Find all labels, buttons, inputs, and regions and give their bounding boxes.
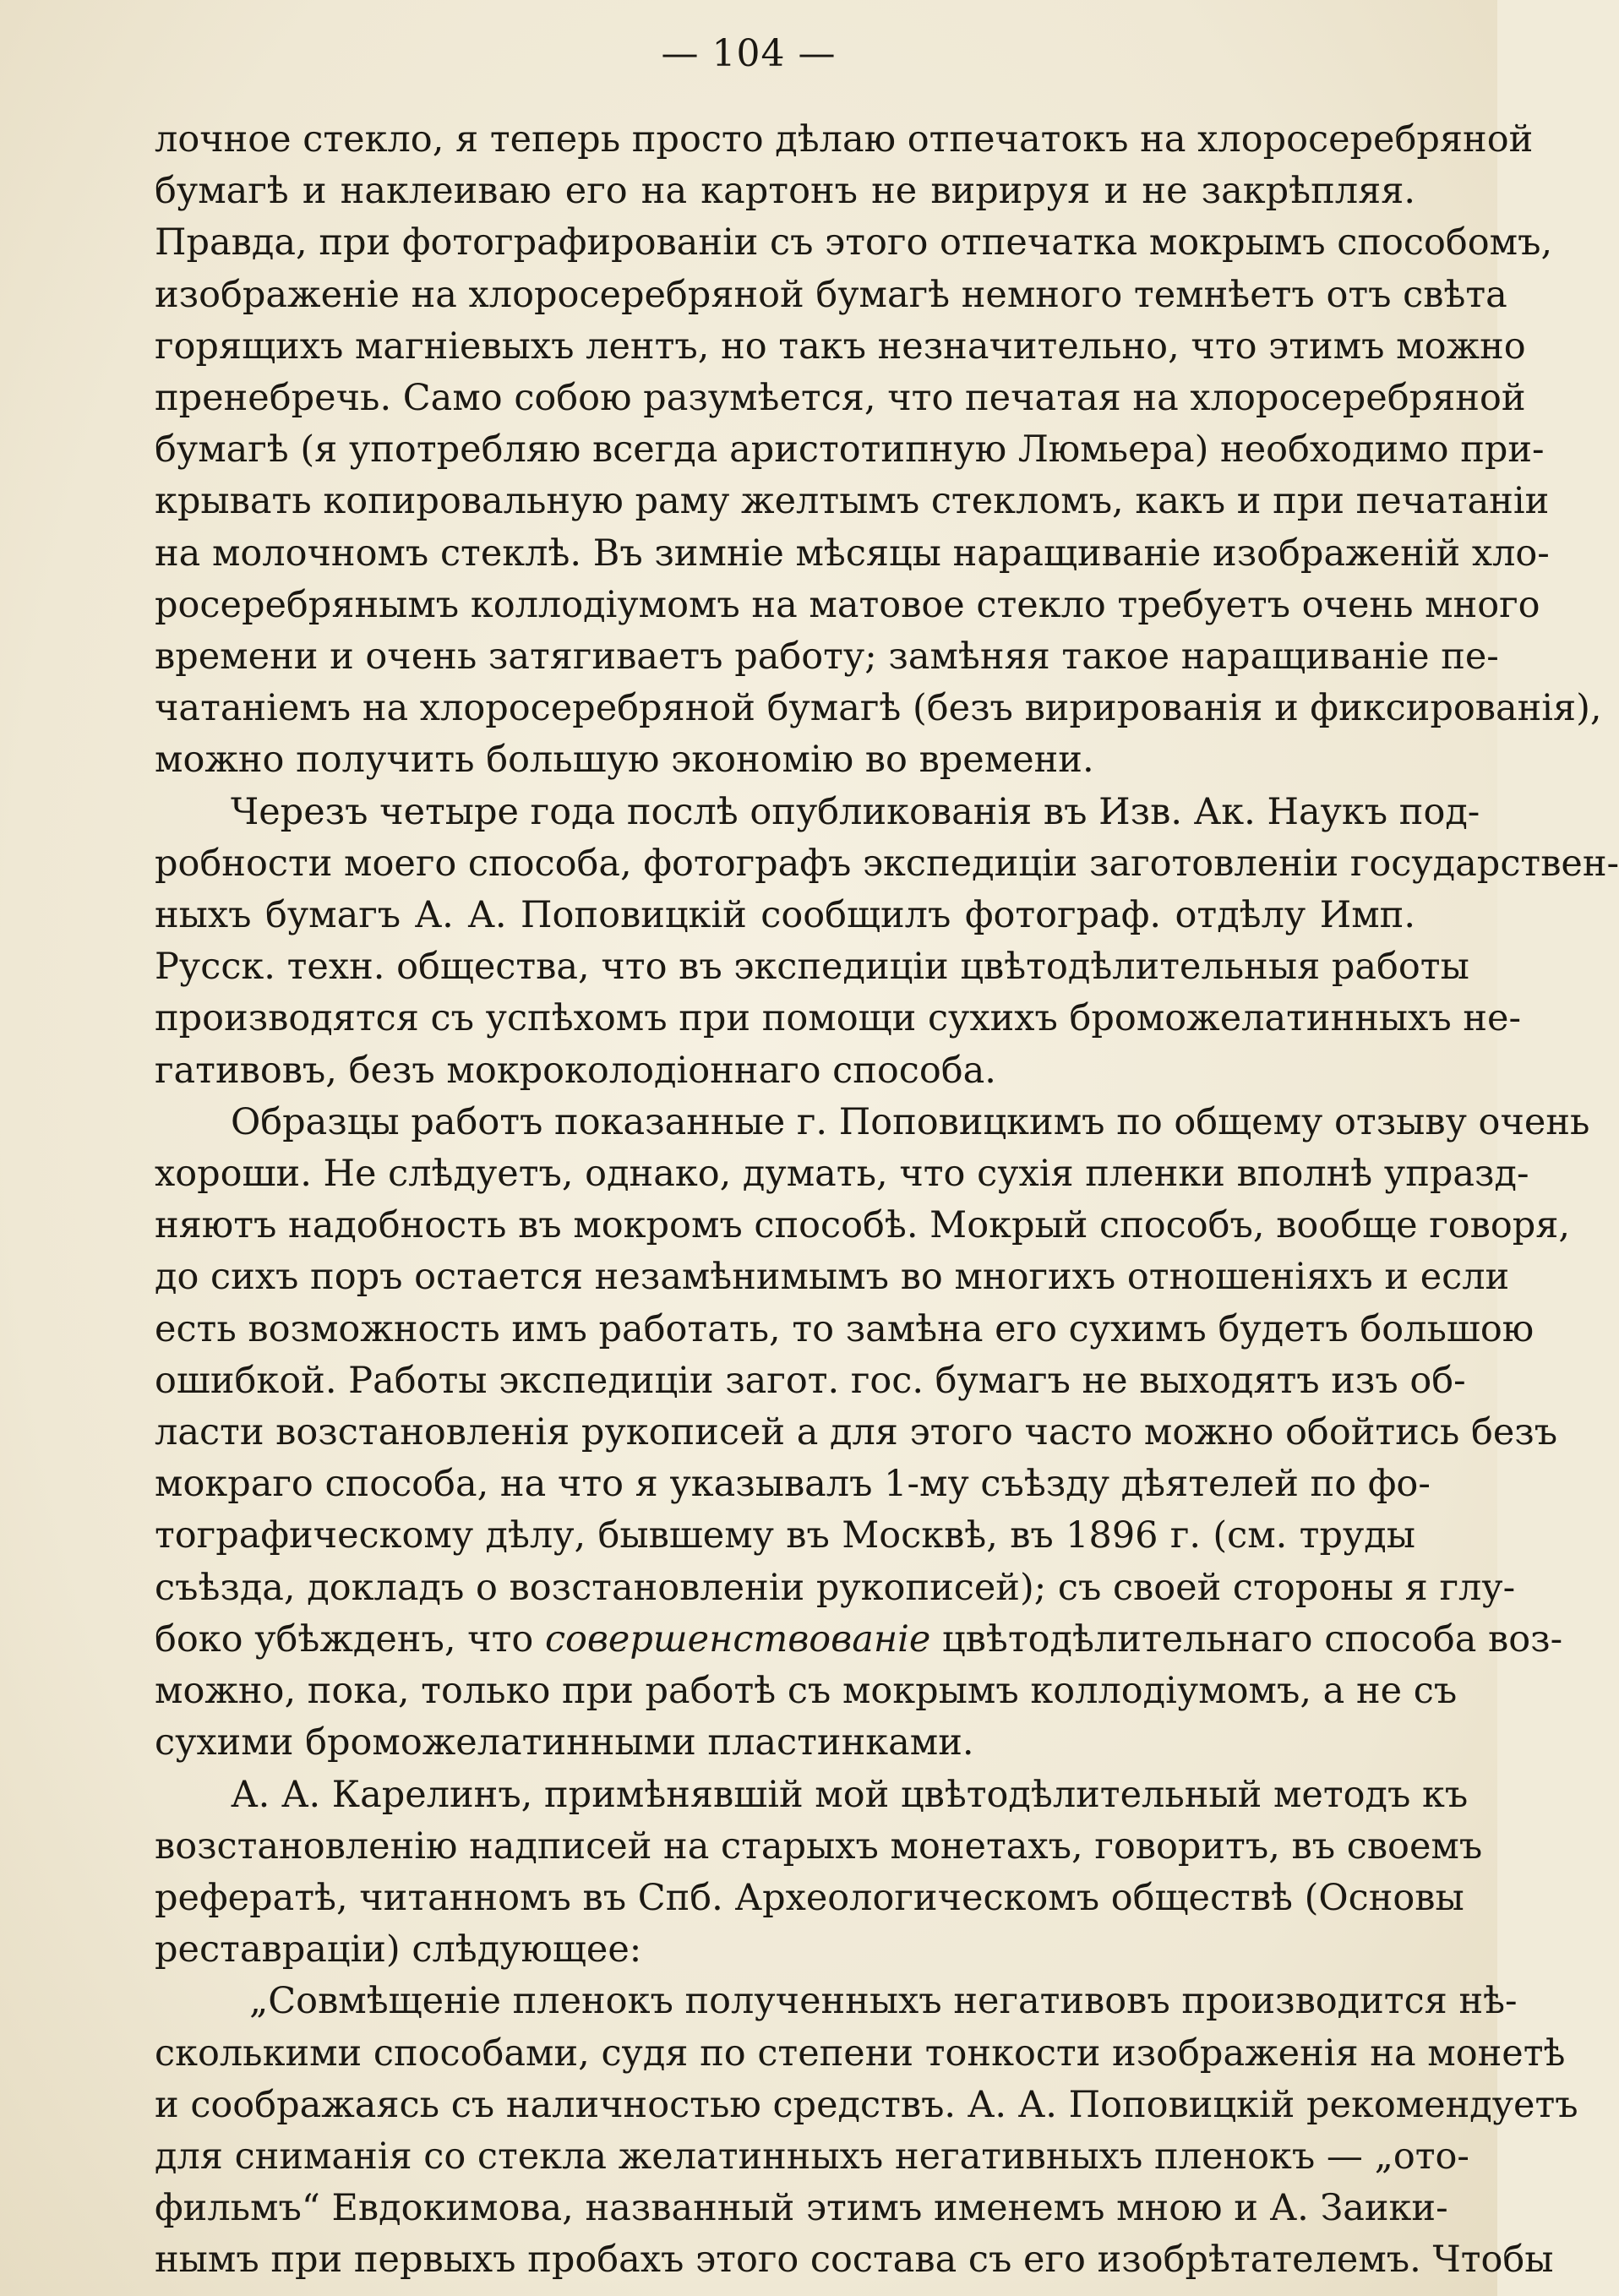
- text-line: можно, пока, только при работѣ съ мокрымъ коллодіумомъ, а не съ: [155, 1670, 1458, 1713]
- text-line: тографическому дѣлу, бывшему въ Москвѣ, въ 1896 г. (см. труды: [155, 1514, 1415, 1557]
- paragraph-5: [155, 1976, 1578, 2286]
- text-line: сколькими способами, судя по степени тонкости изображенія на монетѣ: [155, 2031, 1566, 2075]
- text-line: хороши. Не слѣдуетъ, однако, думать, что сухія пленки вполнѣ упразд-: [155, 1153, 1529, 1196]
- text-line: времени и очень затягиваетъ работу; замѣняя такое наращиваніе пе-: [155, 635, 1499, 679]
- text-line: есть возможность имъ работать, то замѣна его сухимъ будетъ большою: [155, 1307, 1535, 1350]
- text-line: изображеніе на хлоросеребряной бумагѣ немного темнѣетъ отъ свѣта: [155, 273, 1507, 316]
- text-line: ошибкой. Работы экспедиціи загот. гос. бумагъ не выходятъ изъ об-: [155, 1359, 1466, 1402]
- text-line: Правда, при фотографированіи съ этого отпечатка мокрымъ способомъ,: [155, 221, 1553, 265]
- body-text: [155, 114, 1619, 2287]
- text-line: росеребрянымъ коллодіумомъ на матовое стекло требуетъ очень много: [155, 583, 1540, 626]
- text-line: возстановленію надписей на старыхъ монетахъ, говоритъ, въ своемъ: [155, 1824, 1483, 1868]
- text-line: производятся съ успѣхомъ при помощи сухихъ броможелатинныхъ не-: [155, 997, 1522, 1040]
- text-line: сухими броможелатинными пластинками.: [155, 1721, 974, 1764]
- text-line: фильмъ“ Евдокимова, названный этимъ именемъ мною и А. Заики-: [155, 2187, 1448, 2230]
- text-line: съѣзда, докладъ о возстановленіи рукописей); съ своей стороны я глу-: [155, 1566, 1516, 1609]
- text-line: Черезъ четыре года послѣ опубликованія въ Изв. Ак. Наукъ под-: [231, 790, 1480, 833]
- text-line: на молочномъ стеклѣ. Въ зимніе мѣсяцы наращиваніе изображеній хло-: [155, 532, 1550, 575]
- text-line: боко убѣжденъ, что совершенствованіе цвѣтодѣлительнагo способа воз-: [155, 1617, 1563, 1661]
- text-line: робности моего способа, фотографъ экспедиціи заготовленіи государствен-: [155, 842, 1619, 885]
- paragraph-2: [155, 787, 1619, 1097]
- paragraph-3: [155, 1097, 1590, 1770]
- text-line: няютъ надобность въ мокромъ способѣ. Мокрый способъ, вообще говоря,: [155, 1204, 1571, 1247]
- text-line: реставраціи) слѣдующее:: [155, 1928, 642, 1972]
- text-line: пренебречь. Само собою разумѣется, что печатая на хлоросеребряной: [155, 377, 1526, 420]
- text-line: крывать копировальную раму желтымъ стекломъ, какъ и при печатаніи: [155, 480, 1550, 523]
- text-line: Образцы работъ показанные г. Поповицкимъ по общему отзыву очень: [231, 1100, 1590, 1143]
- text-line: Русск. техн. общества, что въ экспедиціи цвѣтодѣлительныя работы: [155, 946, 1469, 989]
- text-line: А. А. Карелинъ, примѣнявшій мой цвѣтодѣлительный методъ къ: [231, 1773, 1469, 1816]
- text-line: рефератѣ, читанномъ въ Спб. Археологическомъ обществѣ (Основы: [155, 1876, 1464, 1919]
- emphasized-word: совершенствованіе: [544, 1617, 931, 1661]
- page-number: — 104 —: [661, 32, 837, 75]
- text-line: гативовъ, безъ мокроколодіоннаго способа.: [155, 1049, 996, 1092]
- text-line: нымъ при первыхъ пробахъ этого состава съ его изобрѣтателемъ. Чтобы: [155, 2239, 1554, 2282]
- text-line: „Совмѣщеніе пленокъ полученныхъ негативовъ производится нѣ-: [249, 1980, 1518, 2023]
- text-line: и соображаясь съ наличностью средствъ. А. А. Поповицкій рекомендуетъ: [155, 2083, 1578, 2126]
- text-line: бумагѣ и наклеиваю его на картонъ не вирируя и не закрѣпляя.: [155, 170, 1415, 213]
- text-line: чатаніемъ на хлоросеребряной бумагѣ (безъ вирированія и фиксированія),: [155, 687, 1602, 730]
- paragraph-1: [155, 114, 1602, 787]
- text-line: до сихъ поръ остается незамѣнимымъ во многихъ отношеніяхъ и если: [155, 1256, 1510, 1299]
- text-line: ласти возстановленія рукописей а для этого часто можно обойтись безъ: [155, 1411, 1558, 1454]
- text-line: горящихъ магніевыхъ лентъ, но такъ незначительно, что этимъ можно: [155, 324, 1526, 368]
- paragraph-4: [155, 1770, 1483, 1977]
- text-line: мокраго способа, на что я указывалъ 1-му съѣзду дѣятелей по фо-: [155, 1463, 1431, 1506]
- text-line: для сниманія со стекла желатинныхъ негативныхъ пленокъ — „ото-: [155, 2135, 1469, 2178]
- text-line: ныхъ бумагъ А. А. Поповицкій сообщилъ фотограф. отдѣлу Имп.: [155, 894, 1415, 937]
- text-line: лочное стекло, я теперь просто дѣлаю отпечатокъ на хлоросеребряной: [155, 118, 1534, 161]
- text-line: бумагѣ (я употребляю всегда аристотипную Люмьера) необходимо при-: [155, 428, 1545, 472]
- text-line: можно получить большую экономію во времени.: [155, 739, 1094, 782]
